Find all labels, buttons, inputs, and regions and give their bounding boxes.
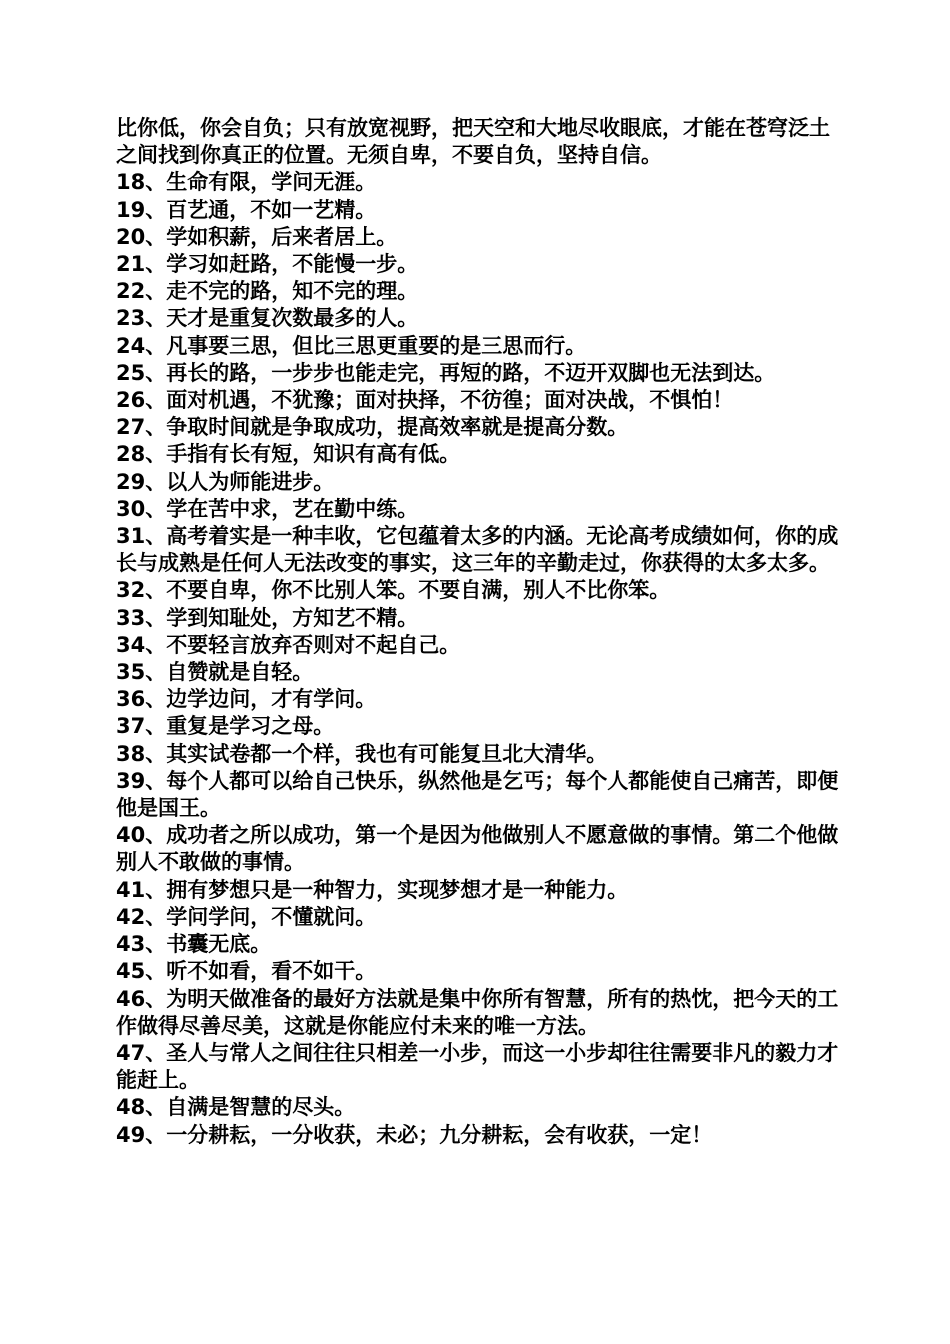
quote-20: 20、学如积薪，后来者居上。 [116,224,398,249]
quote-49: 49、一分耕耘，一分收获，未必；九分耕耘，会有收获，一定！ [116,1122,713,1147]
quote-46: 46、为明天做准备的最好方法就是集中你所有智慧，所有的热忱，把今天的工作做得尽善尽美，这就是你能应付未来的唯一方法。 [116,986,839,1038]
quote-32: 32、不要自卑，你不比别人笨。不要自满，别人不比你笨。 [116,578,671,603]
quote-38: 38、其实试卷都一个样，我也有可能复旦北大清华。 [116,741,608,766]
quote-43: 43、书囊无底。 [116,932,272,957]
quote-35: 35、自赞就是自轻。 [116,660,314,685]
quote-47: 47、圣人与常人之间往往只相差一小步，而这一小步却往往需要非凡的毅力才能赶上。 [116,1040,839,1093]
quote-27: 27、争取时间就是争取成功，提高效率就是提高分数。 [116,415,629,440]
quote-30: 30、学在苦中求，艺在勤中练。 [116,496,419,521]
quote-28: 28、手指有长有短，知识有高有低。 [116,442,461,467]
quote-48: 48、自满是智慧的尽头。 [116,1095,356,1120]
quote-34: 34、不要轻言放弃否则对不起自己。 [116,632,461,657]
quote-21: 21、学习如赶路，不能慢一步。 [116,252,419,277]
quote-24: 24、凡事要三思，但比三思更重要的是三思而行。 [116,333,587,358]
quote-18: 18、生命有限，学问无涯。 [116,170,377,195]
quote-31: 31、高考着实是一种丰收，它包蕴着太多的内涵。无论高考成绩如何，你的成长与成熟是任何人无法改变的事实，这三年的辛勤走过，你获得的太多太多。 [116,524,839,576]
quote-23: 23、天才是重复次数最多的人。 [116,306,419,331]
quote-42: 42、学问学问，不懂就问。 [116,904,377,929]
quote-37: 37、重复是学习之母。 [116,714,335,739]
quote-39: 39、每个人都可以给自己快乐，纵然他是乞丐；每个人都能使自己痛苦，即便他是国王。 [116,768,839,821]
quote-19: 19、百艺通，不如一艺精。 [116,197,377,222]
quote-29: 29、以人为师能进步。 [116,469,335,494]
quote-45: 45、听不如看，看不如干。 [116,959,377,984]
quote-40: 40、成功者之所以成功，第一个是因为他做别人不愿意做的事情。第二个他做别人不敢做的事情。 [116,823,839,875]
quote-25: 25、再长的路，一步步也能走完，再短的路，不迈开双脚也无法到达。 [116,360,776,385]
quote-41: 41、拥有梦想只是一种智力，实现梦想才是一种能力。 [116,877,629,902]
quote-33: 33、学到知耻处，方知艺不精。 [116,605,419,630]
quote-22: 22、走不完的路，知不完的理。 [116,279,419,304]
document-body [116,115,846,1149]
quote-26: 26、面对机遇，不犹豫；面对抉择，不彷徨；面对决战，不惧怕！ [116,388,734,413]
paragraph-intro: 比你低，你会自负；只有放宽视野，把天空和大地尽收眼底，才能在苍穹泛土之间找到你真正的位置。无须自卑，不要自负，坚持自信。 [116,116,830,168]
quote-36: 36、边学边问，才有学问。 [116,687,377,712]
